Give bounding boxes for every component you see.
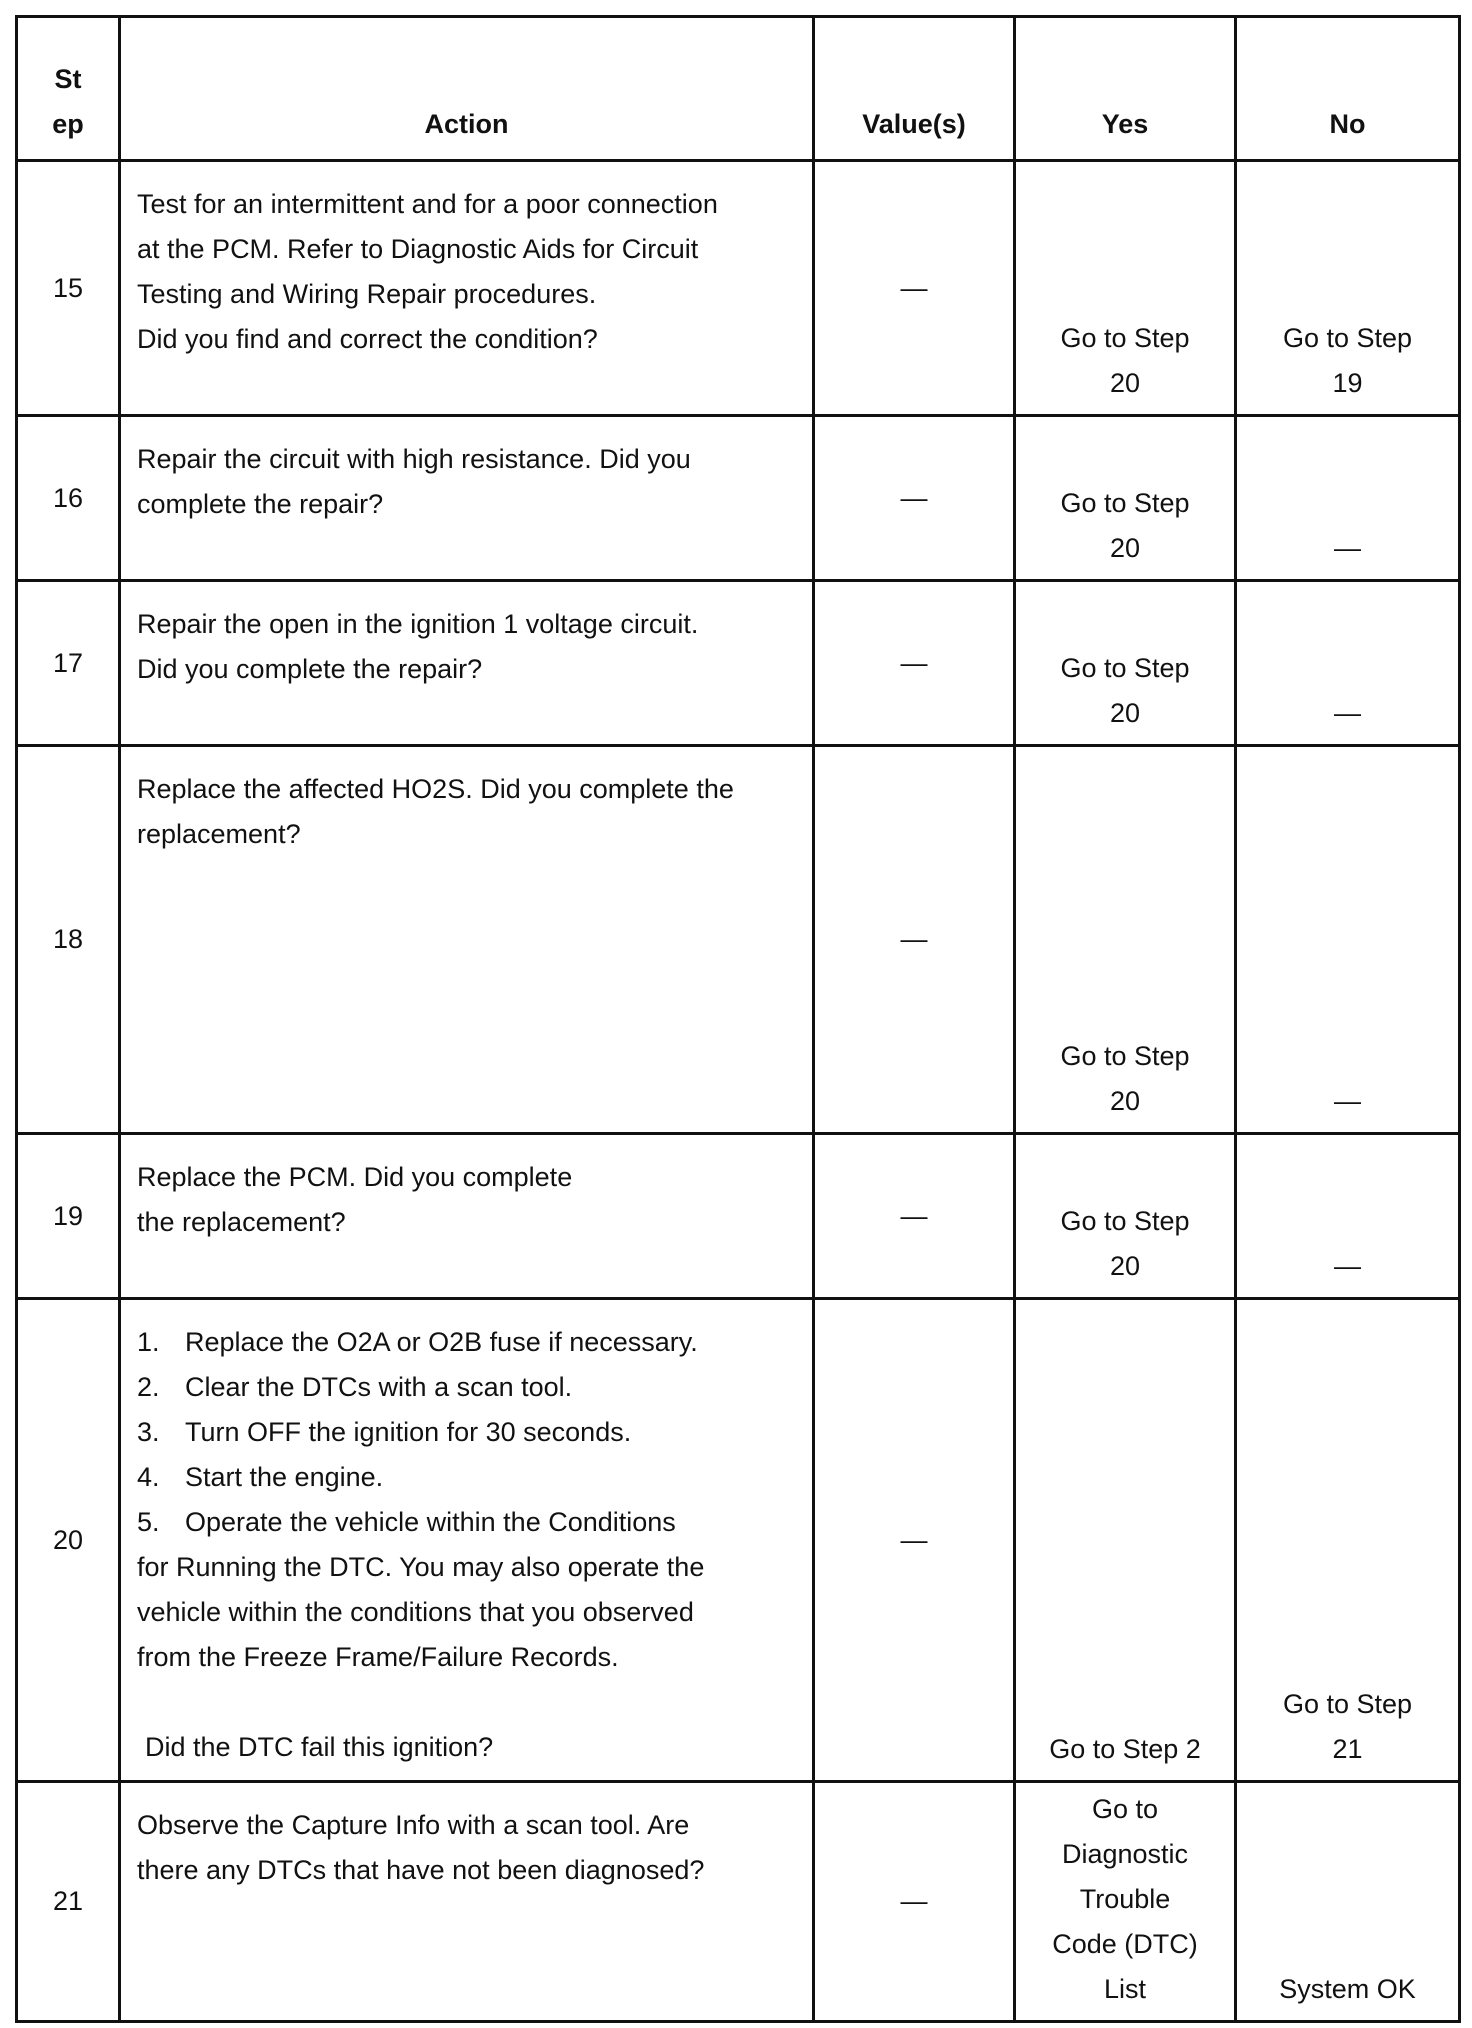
no-line: 19 — [1332, 368, 1363, 398]
yes-line: Go to Step — [1060, 323, 1190, 353]
yes-line: Go to — [1091, 1794, 1159, 1824]
value-cell: — — [814, 1134, 1015, 1299]
yes-line: 20 — [1109, 698, 1141, 728]
action-cell — [120, 416, 814, 581]
yes-cell — [1015, 581, 1236, 746]
action-line: replacement? — [137, 819, 301, 849]
yes-cell — [1015, 1782, 1236, 2022]
action-question: Did the DTC fail this ignition? — [145, 1732, 494, 1762]
action-line: Repair the circuit with high resistance. Did you — [137, 444, 691, 474]
yes-line: Trouble — [1079, 1884, 1171, 1914]
value-cell: — — [814, 416, 1015, 581]
yes-cell — [1015, 161, 1236, 416]
value-cell: — — [814, 161, 1015, 416]
no-cell: — — [1236, 416, 1460, 581]
no-line: Go to Step — [1282, 1689, 1413, 1719]
action-cell — [120, 161, 814, 416]
action-line: Did you find and correct the condition? — [137, 324, 598, 354]
table-row — [17, 581, 1460, 746]
yes-line: Code (DTC) — [1052, 1929, 1198, 1959]
spacer — [137, 1680, 796, 1725]
table-row — [17, 746, 1460, 1134]
list-text: Operate the vehicle within the Conditions — [185, 1507, 676, 1537]
yes-line: Go to Step — [1060, 653, 1190, 683]
table-row — [17, 1782, 1460, 2022]
header-step-line2: ep — [52, 109, 84, 139]
step-number: 18 — [17, 746, 120, 1134]
no-cell — [1236, 1299, 1460, 1782]
action-line: there any DTCs that have not been diagnosed? — [137, 1855, 705, 1885]
header-yes: Yes — [1015, 17, 1236, 161]
action-cell — [120, 1134, 814, 1299]
value-cell: — — [814, 581, 1015, 746]
header-row — [17, 17, 1460, 161]
list-text: Turn OFF the ignition for 30 seconds. — [185, 1417, 632, 1447]
step-number: 19 — [17, 1134, 120, 1299]
table-row — [17, 1299, 1460, 1782]
step-number: 20 — [17, 1299, 120, 1782]
action-cell — [120, 1782, 814, 2022]
action-list-item — [137, 1455, 796, 1500]
list-number: 4. — [137, 1462, 160, 1492]
action-cell — [120, 746, 814, 1134]
no-cell: System OK — [1236, 1782, 1460, 2022]
action-line: Test for an intermittent and for a poor connection — [137, 189, 718, 219]
no-line: 21 — [1332, 1734, 1363, 1764]
action-list-item — [137, 1320, 796, 1365]
list-text: Clear the DTCs with a scan tool. — [185, 1372, 573, 1402]
action-list-item — [137, 1500, 796, 1545]
yes-line: 20 — [1109, 368, 1141, 398]
action-list-item — [137, 1365, 796, 1410]
no-cell: — — [1236, 1134, 1460, 1299]
action-line: Replace the PCM. Did you complete — [137, 1162, 573, 1192]
action-line: for Running the DTC. You may also operate the — [137, 1552, 705, 1582]
step-number: 15 — [17, 161, 120, 416]
yes-cell: Go to Step 2 — [1015, 1299, 1236, 1782]
table-row — [17, 161, 1460, 416]
step-number: 17 — [17, 581, 120, 746]
action-line: Repair the open in the ignition 1 voltage circuit. — [137, 609, 699, 639]
table-row — [17, 416, 1460, 581]
action-cell — [120, 581, 814, 746]
yes-line: Go to Step — [1060, 1206, 1190, 1236]
action-line: at the PCM. Refer to Diagnostic Aids for Circuit — [137, 234, 699, 264]
yes-line: 20 — [1109, 533, 1141, 563]
action-cell — [120, 1299, 814, 1782]
yes-cell — [1015, 416, 1236, 581]
header-action: Action — [120, 17, 814, 161]
list-number: 2. — [137, 1372, 160, 1402]
yes-line: 20 — [1109, 1251, 1141, 1281]
list-text: Replace the O2A or O2B fuse if necessary. — [185, 1327, 698, 1357]
yes-line: List — [1103, 1974, 1147, 2004]
yes-line: Diagnostic — [1061, 1839, 1189, 1869]
value-cell: — — [814, 1782, 1015, 2022]
list-number: 1. — [137, 1327, 160, 1357]
action-line: the replacement? — [137, 1207, 346, 1237]
action-line: Testing and Wiring Repair procedures. — [137, 279, 597, 309]
header-step — [17, 17, 120, 161]
action-line: complete the repair? — [137, 489, 384, 519]
action-line: Observe the Capture Info with a scan tool. Are — [137, 1810, 690, 1840]
diagnostic-table — [15, 15, 1461, 2023]
list-number: 5. — [137, 1507, 160, 1537]
yes-line: Go to Step — [1060, 488, 1190, 518]
no-cell — [1236, 161, 1460, 416]
action-list-item — [137, 1410, 796, 1455]
header-no: No — [1236, 17, 1460, 161]
yes-cell — [1015, 1134, 1236, 1299]
yes-line: 20 — [1109, 1086, 1141, 1116]
step-number: 16 — [17, 416, 120, 581]
no-line: Go to Step — [1282, 323, 1413, 353]
value-cell: — — [814, 746, 1015, 1134]
yes-cell — [1015, 746, 1236, 1134]
header-values: Value(s) — [814, 17, 1015, 161]
header-step-line1: St — [54, 64, 82, 94]
no-cell: — — [1236, 581, 1460, 746]
list-text: Start the engine. — [185, 1462, 384, 1492]
action-line: Replace the affected HO2S. Did you complete the — [137, 774, 734, 804]
step-number: 21 — [17, 1782, 120, 2022]
action-line: vehicle within the conditions that you observed — [137, 1597, 694, 1627]
no-cell: — — [1236, 746, 1460, 1134]
action-line: from the Freeze Frame/Failure Records. — [137, 1642, 619, 1672]
list-number: 3. — [137, 1417, 160, 1447]
yes-line: Go to Step — [1060, 1041, 1190, 1071]
table-row — [17, 1134, 1460, 1299]
value-cell: — — [814, 1299, 1015, 1782]
action-line: Did you complete the repair? — [137, 654, 483, 684]
